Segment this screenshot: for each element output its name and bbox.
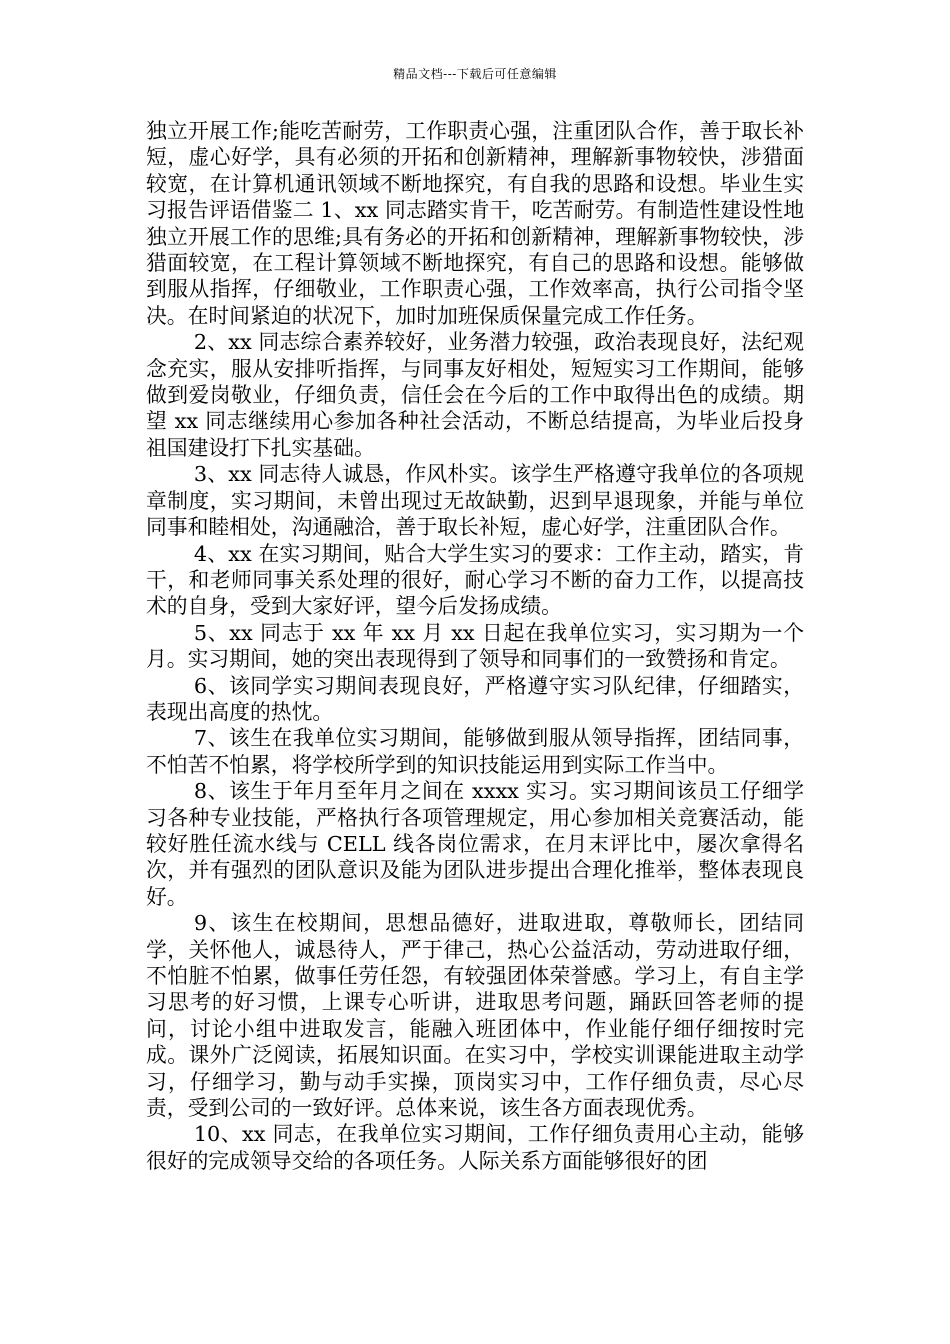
paragraph: 3、xx 同志待人诚恳，作风朴实。该学生严格遵守我单位的各项规章制度，实习期间，未曾出现过无故缺勤，迟到早退现象，并能与单位同事和睦相处，沟通融洽，善于取长补短，虚心好学，注重团队合作。 — [146, 462, 804, 540]
paragraph: 9、该生在校期间，思想品德好，进取进取，尊敬师长，团结同学，关怀他人，诚恳待人，严于律己，热心公益活动，劳动进取仔细，不怕脏不怕累，做事任劳任怨，有较强团体荣誉感。学习上，有自主学习思考的好习惯，上课专心听讲，进取思考问题，踊跃回答老师的提问，讨论小组中进取发言，能融入班团体中，作业能仔细仔细按时完成。课外广泛阅读，拓展知识面。在实习中，学校实训课能进取主动学习，仔细学习，勤与动手实操，顶岗实习中，工作仔细负责，尽心尽责，受到公司的一致好评。总体来说，该生各方面表现优秀。 — [146, 911, 804, 1121]
paragraph: 10、xx 同志，在我单位实习期间，工作仔细负责用心主动，能够很好的完成领导交给的各项任务。人际关系方面能够很好的团 — [146, 1122, 804, 1173]
page-header: 精品文档---下载后可任意编辑 — [393, 67, 557, 81]
paragraph: 独立开展工作;能吃苦耐劳，工作职责心强，注重团队合作，善于取长补短，虚心好学，具有必须的开拓和创新精神，理解新事物较快，涉猎面较宽，在计算机通讯领域不断地探究，有自我的思路和设想。毕业生实习报告评语借鉴二 1、xx 同志踏实肯干，吃苦耐劳。有制造性建设性地独立开展工作的思维;具有务必的开拓和创新精神，理解新事物较快，涉猎面较宽，在工程计算领域不断地探究，有自己的思路和设想。能够做到服从指挥，仔细敬业，工作职责心强，工作效率高，执行公司指令坚决。在时间紧迫的状况下，加时加班保质保量完成工作任务。 — [146, 119, 804, 328]
paragraph: 7、该生在我单位实习期间，能够做到服从领导指挥，团结同事，不怕苦不怕累，将学校所学到的知识技能运用到实际工作当中。 — [146, 726, 804, 777]
paragraph: 2、xx 同志综合素养较好，业务潜力较强，政治表现良好，法纪观念充实，服从安排听指挥，与同事友好相处，短短实习工作期间，能够做到爱岗敬业，仔细负责，信任会在今后的工作中取得出色的成绩。期望 xx 同志继续用心参加各种社会活动，不断总结提高，为毕业后投身祖国建设打下扎实基础。 — [146, 330, 804, 460]
document-body — [146, 118, 804, 1174]
paragraph: 4、xx 在实习期间，贴合大学生实习的要求：工作主动，踏实，肯干，和老师同事关系处理的很好，耐心学习不断的奋力工作，以提高技术的自身，受到大家好评，望今后发扬成绩。 — [146, 541, 804, 619]
paragraph: 6、该同学实习期间表现良好，严格遵守实习队纪律，仔细踏实，表现出高度的热忱。 — [146, 673, 804, 724]
paragraph: 8、该生于年月至年月之间在 xxxx 实习。实习期间该员工仔细学习各种专业技能，严格执行各项管理规定，用心参加相关竞赛活动，能较好胜任流水线与 CELL 线各岗位需求，在月末评比中，屡次拿得名次，并有强烈的团队意识及能为团队进步提出合理化推举，整体表现良好。 — [146, 779, 804, 909]
paragraph: 5、xx 同志于 xx 年 xx 月 xx 日起在我单位实习，实习期为一个月。实习期间，她的突出表现得到了领导和同事们的一致赞扬和肯定。 — [146, 620, 804, 672]
